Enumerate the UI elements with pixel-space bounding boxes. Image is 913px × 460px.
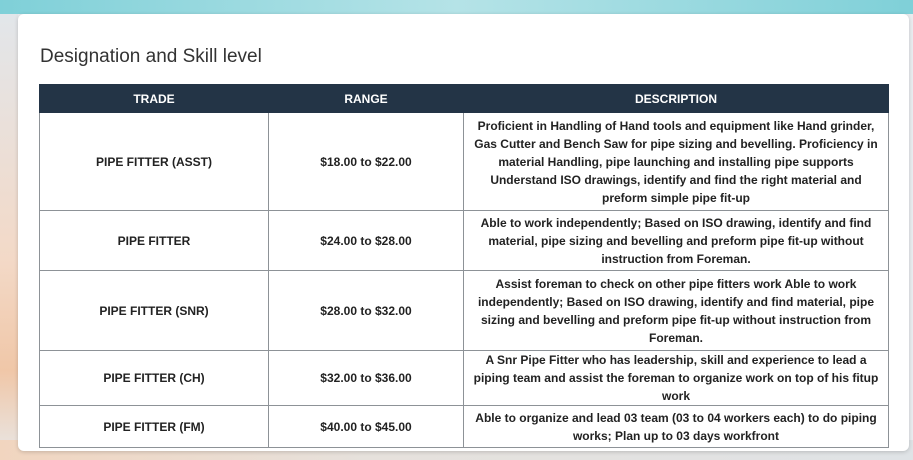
trade-cell: PIPE FITTER (CH) [40,351,269,406]
background-left-strip [0,14,18,460]
background-top-strip [0,0,913,14]
description-cell: Able to work independently; Based on ISO drawing, identify and find material, pipe sizing and bevelling and preform pipe fit-up without instruction from Foreman. [464,211,889,271]
content-card [18,14,909,451]
range-cell: $28.00 to $32.00 [269,271,464,351]
table-row [40,351,889,406]
column-header-description: DESCRIPTION [464,85,889,113]
description-cell: Assist foreman to check on other pipe fitters work Able to work independently; Based on ISO drawing, identify and find material, pipe sizing and bevelling and preform pipe fit-up without instruction from Foreman. [464,271,889,351]
trade-cell: PIPE FITTER (FM) [40,406,269,448]
range-cell: $32.00 to $36.00 [269,351,464,406]
trade-cell: PIPE FITTER (ASST) [40,113,269,211]
table-row [40,113,889,211]
table-row [40,211,889,271]
range-cell: $24.00 to $28.00 [269,211,464,271]
trade-cell: PIPE FITTER [40,211,269,271]
table-row [40,406,889,448]
description-cell: A Snr Pipe Fitter who has leadership, skill and experience to lead a piping team and assist the foreman to organize work on top of his fitup work [464,351,889,406]
trade-cell: PIPE FITTER (SNR) [40,271,269,351]
description-cell: Able to organize and lead 03 team (03 to 04 workers each) to do piping works; Plan up to 03 days workfront [464,406,889,448]
section-title: Designation and Skill level [40,46,262,67]
range-cell: $40.00 to $45.00 [269,406,464,448]
table-header-row [40,85,889,113]
table-row [40,271,889,351]
column-header-trade: TRADE [40,85,269,113]
description-cell: Proficient in Handling of Hand tools and equipment like Hand grinder, Gas Cutter and Bench Saw for pipe sizing and bevelling. Proficiency in material Handling, pipe launching and installing pipe supports Understand ISO drawings, identify and find the right material and preform simple pipe fit-up [464,113,889,211]
range-cell: $18.00 to $22.00 [269,113,464,211]
column-header-range: RANGE [269,85,464,113]
skill-level-table [39,84,889,448]
